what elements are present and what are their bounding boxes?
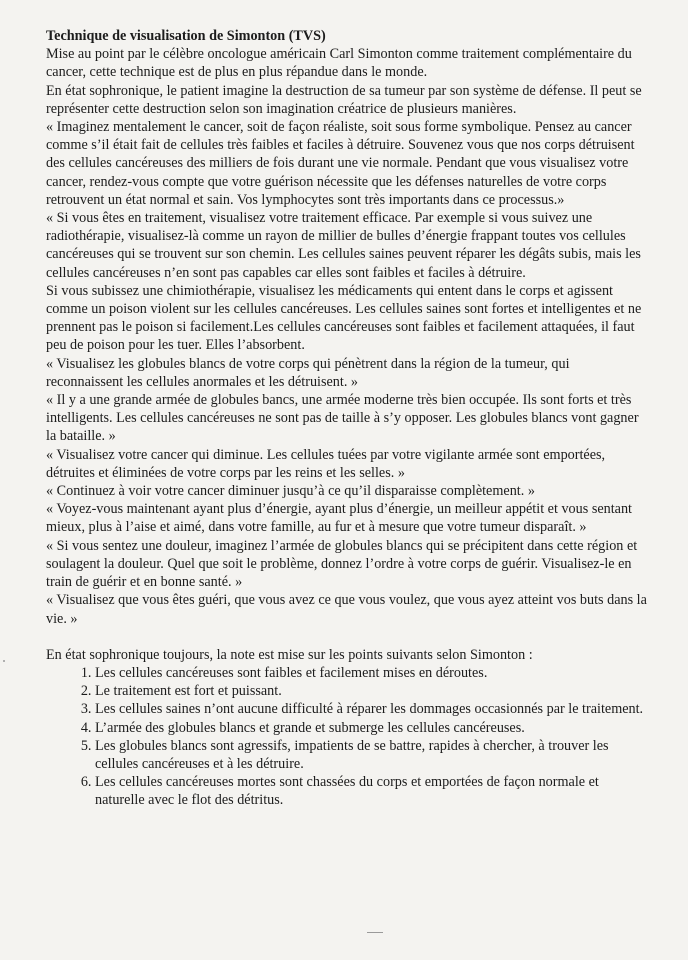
list-item: 5. Les globules blancs sont agressifs, impatients de se battre, rapides à chercher, à trouver les cellules cancéreuses et à les détruire. [95, 737, 648, 773]
paragraph-imagine-cancer: « Imaginez mentalement le cancer, soit de façon réaliste, soit sous forme symbolique. Pensez au cancer comme s’il était fait de cellules très faibles et faciles à détruire. Souvenez vous que nos corps détruisent des cellules cancéreuses des milliers de fois durant une vie normale. Pendant que vous visualisez votre cancer, rendez-vous compte que votre guérison nécessite que les défenses naturelles de votre corps retrouvent un état normal et sain. Vos lymphocytes sont très importants dans ce processus.» [46, 119, 635, 208]
paragraph-healed: « Visualisez que vous êtes guéri, que vous avez ce que vous voulez, que vous ayez atteint vos buts dans la vie. » [46, 592, 647, 627]
list-item: 4. L’armée des globules blancs et grande et submerge les cellules cancéreuses. [95, 719, 648, 737]
list-item: 2. Le traitement est fort et puissant. [95, 682, 648, 700]
document-title: Technique de visualisation de Simonton (TVS) [46, 28, 326, 44]
paragraph-intro: Mise au point par le célèbre oncologue américain Carl Simonton comme traitement complémentaire du cancer, cette technique est de plus en plus répandue dans le monde. [46, 46, 632, 81]
paragraph-treatment: « Si vous êtes en traitement, visualisez votre traitement efficace. Par exemple si vous suivez une radiothérapie, visualisez-là comme un rayon de millier de bulles d’énergie frappant toutes vos cellules cancéreuses qui se trouvent sur son chemin. Les cellules saines peuvent réparer les dégâts subis, mais les cellules cancéreuses n’en sont pas capables car elles sont faibles et faciles à détruire. [46, 210, 641, 281]
points-list [46, 664, 648, 810]
list-item: 3. Les cellules saines n’ont aucune difficulté à réparer les dommages occasionnés par le traitement. [95, 700, 648, 718]
paragraph-spacer [46, 628, 648, 646]
paragraph-cancer-shrinks: « Visualisez votre cancer qui diminue. Les cellules tuées par votre vigilante armée sont emportées, détruites et éliminées de votre corps par les reins et les selles. » [46, 446, 606, 481]
list-item: 6. Les cellules cancéreuses mortes sont chassées du corps et emportées de façon normale et naturelle avec le flot des détritus. [95, 773, 648, 809]
paragraph-white-cells: « Visualisez les globules blancs de votre corps qui pénètrent dans la région de la tumeur, qui reconnaissent les cellules anormales et les détruisent. » [46, 355, 570, 390]
list-intro: En état sophronique toujours, la note est mise sur les points suivants selon Simonton : [46, 646, 533, 663]
paragraph-sophronic-state: En état sophronique, le patient imagine la destruction de sa tumeur par son système de défense. Il peut se représenter cette destruction selon son imagination créatrice de plusieurs manières. [46, 82, 642, 117]
paragraph-continue: « Continuez à voir votre cancer diminuer jusqu’à ce qu’il disparaisse complètement. » [46, 483, 535, 500]
paragraph-pain: « Si vous sentez une douleur, imaginez l’armée de globules blancs qui se précipitent dans cette région et soulagent la douleur. Quel que soit le problème, donnez l’ordre à votre corps de guérir. Visualisez-le en train de guérir et en bonne santé. » [46, 537, 638, 591]
paragraph-energy: « Voyez-vous maintenant ayant plus d’énergie, ayant plus d’énergie, un meilleur appétit et vous sentant mieux, plus à l’aise et aimé, dans votre famille, au fur et à mesure que votre tumeur disparaît. » [46, 501, 633, 536]
paragraph-army: « Il y a une grande armée de globules bancs, une armée moderne très bien occupée. Ils sont forts et très intelligents. Les cellules cancéreuses ne sont pas de taille à s’y opposer. Les globules blancs vont gagner la bataille. » [46, 392, 639, 445]
paragraph-chemotherapy: Si vous subissez une chimiothérapie, visualisez les médicaments qui entent dans le corps et agissent comme un poison violent sur les cellules cancéreuses. Les cellules saines sont fortes et intelligentes et ne prennent pas le poison si facilement.Les cellules cancéreuses sont faibles et facilement attaquées, il faut peu de poison pour les tuer. Elles l’absorbent. [46, 282, 642, 354]
scan-dash-mark [367, 932, 383, 933]
list-item: 1. Les cellules cancéreuses sont faibles et facilement mises en déroutes. [95, 664, 648, 682]
scan-edge-mark [3, 660, 5, 662]
